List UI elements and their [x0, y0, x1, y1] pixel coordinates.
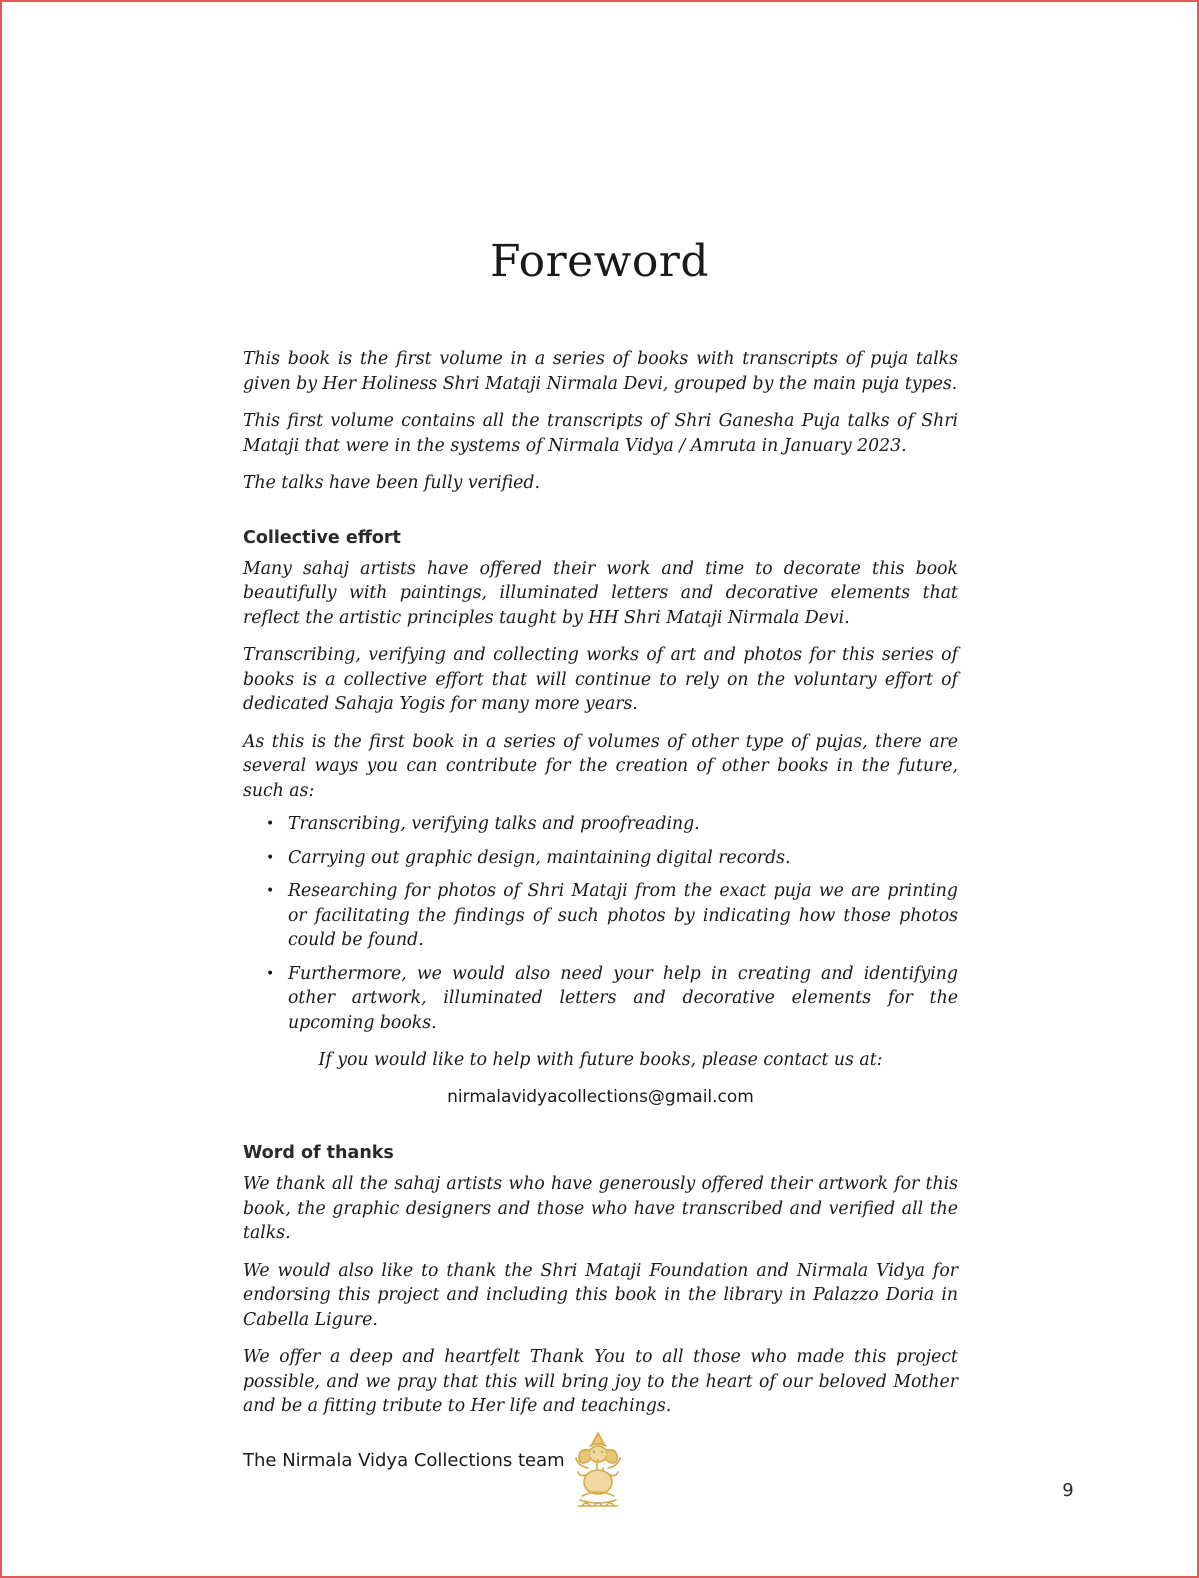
collective-paragraph: Many sahaj artists have offered their work and time to decorate this book beautifully with paintings, illuminated letters and decorative elements that reflect the artistic principles taught by HH Shri Mataji Nirmala Devi. [243, 558, 958, 628]
contact-email-link[interactable]: nirmalavidyacollections@gmail.com [447, 1087, 754, 1107]
list-item [243, 812, 958, 837]
list-item-text: Carrying out graphic design, maintaining digital records. [288, 847, 791, 868]
list-item [243, 846, 958, 871]
bullet-icon: • [266, 849, 275, 866]
section-heading-word-of-thanks: Word of thanks [243, 1143, 394, 1163]
list-item [243, 879, 958, 953]
collective-paragraph: Transcribing, verifying and collecting works of art and photos for this series of books is a collective effort that will continue to rely on the voluntary effort of dedicated Sahaja Yogis for many more years. [243, 645, 958, 714]
intro-paragraph: This book is the first volume in a series of books with transcripts of puja talks given by Her Holiness Shri Mataji Nirmala Devi, grouped by the main puja types. [243, 349, 958, 394]
foreword-content [243, 347, 958, 1473]
intro-paragraph: The talks have been fully verified. [243, 473, 540, 493]
section-heading-collective-effort: Collective effort [243, 527, 401, 548]
contribution-list [243, 812, 958, 1035]
bullet-icon: • [266, 816, 275, 832]
intro-paragraph: This first volume contains all the transcripts of Shri Ganesha Puja talks of Shri Mataji that were in the systems of Nirmala Vidya / Amruta in January 2023. [243, 411, 958, 456]
thanks-paragraph: We offer a deep and heartfelt Thank You to all those who made this project possible, and we pray that this will bring joy to the heart of our beloved Mother and be a fitting tribute to Her life and teachings. [243, 1347, 958, 1416]
thanks-paragraph: We thank all the sahaj artists who have generously offered their artwork for this book, the graphic designers and those who have transcribed and verified all the talks. [243, 1174, 958, 1243]
bullet-icon: • [266, 965, 275, 982]
page-title: Foreword [489, 236, 710, 287]
list-item-text: Transcribing, verifying talks and proofreading. [288, 814, 700, 834]
list-item-text: Furthermore, we would also need your help in creating and identifying other artwork, illuminated letters and decorative elements for the upcoming books. [288, 963, 958, 1033]
list-item [243, 962, 958, 1036]
thanks-paragraph: We would also like to thank the Shri Mataji Foundation and Nirmala Vidya for endorsing this project and including this book in the library in Palazzo Doria in Cabella Ligure. [243, 1260, 958, 1330]
collective-paragraph: As this is the first book in a series of volumes of other type of pujas, there are several ways you can contribute for the creation of other books in the future, such as: [243, 731, 958, 801]
signature: The Nirmala Vidya Collections team [243, 1449, 565, 1471]
list-item-text: Researching for photos of Shri Mataji from the exact puja we are printing or facilitating the findings of such photos by indicating how those photos could be found. [288, 881, 958, 950]
bullet-icon: • [266, 883, 275, 899]
page-number: 9 [1062, 1480, 1074, 1501]
contact-prompt: If you would like to help with future books, please contact us at: [318, 1050, 883, 1070]
ganesha-emblem-icon [566, 1430, 630, 1512]
